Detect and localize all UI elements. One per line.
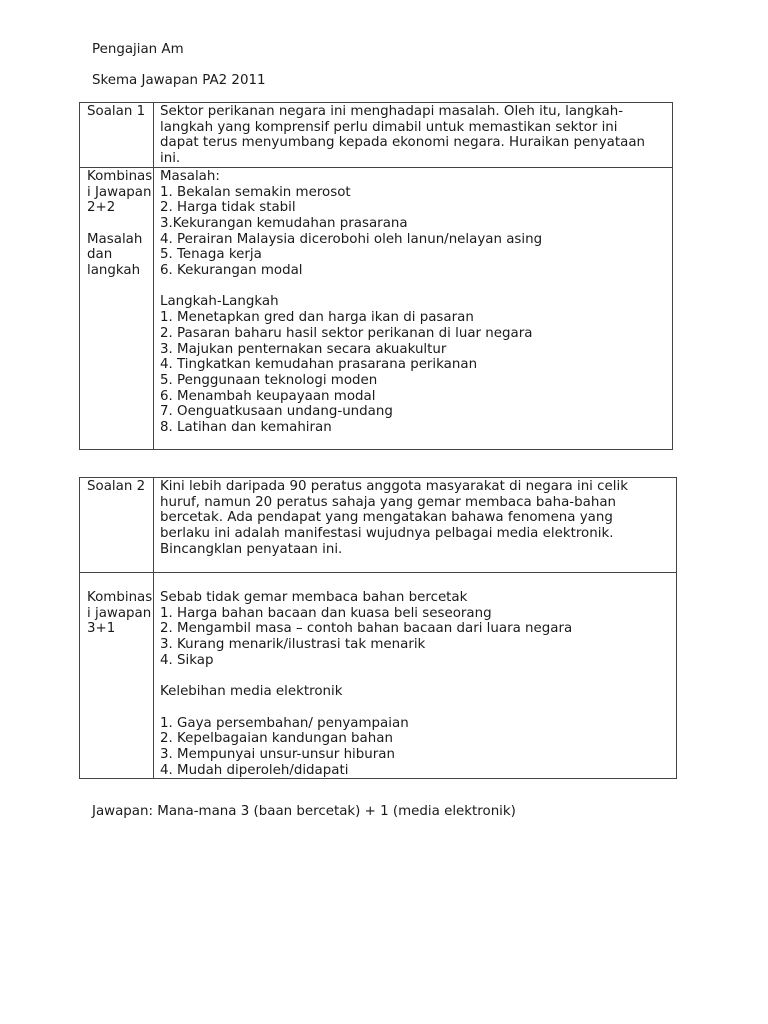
question-2-row [80,478,677,573]
reason-item: 3. Kurang menarik/ilustrasi tak menarik [160,637,426,653]
question-2-table [79,477,677,779]
step-item: 7. Oenguatkusaan undang-undang [160,404,393,420]
step-item: 3. Majukan penternakan secara akuakultur [160,341,447,357]
step-item: 6. Menambah keupayaan modal [160,388,376,404]
step-item: 5. Penggunaan teknologi moden [160,372,378,388]
problem-item: 4. Perairan Malaysia dicerobohi oleh lanun/nelayan asing [160,231,543,247]
advantage-item: 1. Gaya persembahan/ penyampaian [160,715,409,731]
problem-item: 3.Kekurangan kemudahan prasarana [160,215,408,231]
problem-item: 5. Tenaga kerja [160,247,262,263]
problem-item: 2. Harga tidak stabil [160,200,296,216]
problem-item: 6. Kekurangan modal [160,263,303,279]
question-1-label: Soalan 1 [80,103,154,168]
question-2-label: Soalan 2 [80,478,154,573]
question-2-text: Kini lebih daripada 90 peratus anggota masyarakat di negara ini celik huruf, namun 20 peratus sahaja yang gemar membaca baha-bahan bercetak. Ada pendapat yang mengatakan bahawa fenomena yang berlaku ini adalah manifestasi wujudnya pelbagai media elektronik. Bincangklan penyataan ini. [154,478,677,573]
combination-value: 3+1 [87,621,116,637]
combination-label: Kombinasi Jawapan 2+2 [87,168,153,216]
advantage-item: 4. Mudah diperoleh/didapati [160,762,349,778]
step-item: 1. Menetapkan gred dan harga ikan di pasaran [160,310,474,326]
steps-heading: Langkah-Langkah [160,294,279,310]
answer-1-label-cell [80,167,154,449]
combination-label: Kombinasi jawapan [87,590,153,621]
answer-1-content [154,167,673,449]
advantage-item: 2. Kepelbagaian kandungan bahan [160,731,393,747]
answer-1-row [80,167,673,449]
answer-2-label-cell [80,573,154,779]
combination-topic-label: Masalah dan langkah [87,231,143,279]
answer-2-row [80,573,677,779]
answer-2-content [154,573,677,779]
problem-item: 1. Bekalan semakin merosot [160,184,351,200]
problems-heading: Masalah: [160,168,220,184]
step-item: 2. Pasaran baharu hasil sektor perikanan di luar negara [160,325,533,341]
reason-item: 1. Harga bahan bacaan dan kuasa beli seseorang [160,605,492,621]
step-item: 4. Tingkatkan kemudahan prasarana perikanan [160,357,478,373]
question-1-table [79,102,673,450]
step-item: 8. Latihan dan kemahiran [160,420,332,436]
advantage-item: 3. Mempunyai unsur-unsur hiburan [160,747,395,762]
question-1-row [80,103,673,168]
document-title: Pengajian Am [92,42,184,57]
question-1-text: Sektor perikanan negara ini menghadapi masalah. Oleh itu, langkah-langkah yang komprensif perlu dimabil untuk memastikan sektor ini dapat terus menyumbang kepada ekonomi negara. Huraikan penyataan ini. [154,103,673,168]
answer-note: Jawapan: Mana-mana 3 (baan bercetak) + 1 (media elektronik) [92,804,516,819]
reason-item: 4. Sikap [160,652,214,668]
reasons-heading: Sebab tidak gemar membaca bahan bercetak [160,590,468,605]
document-subtitle: Skema Jawapan PA2 2011 [92,73,266,88]
advantages-heading: Kelebihan media elektronik [160,684,343,700]
reason-item: 2. Mengambil masa – contoh bahan bacaan dari luara negara [160,621,573,637]
